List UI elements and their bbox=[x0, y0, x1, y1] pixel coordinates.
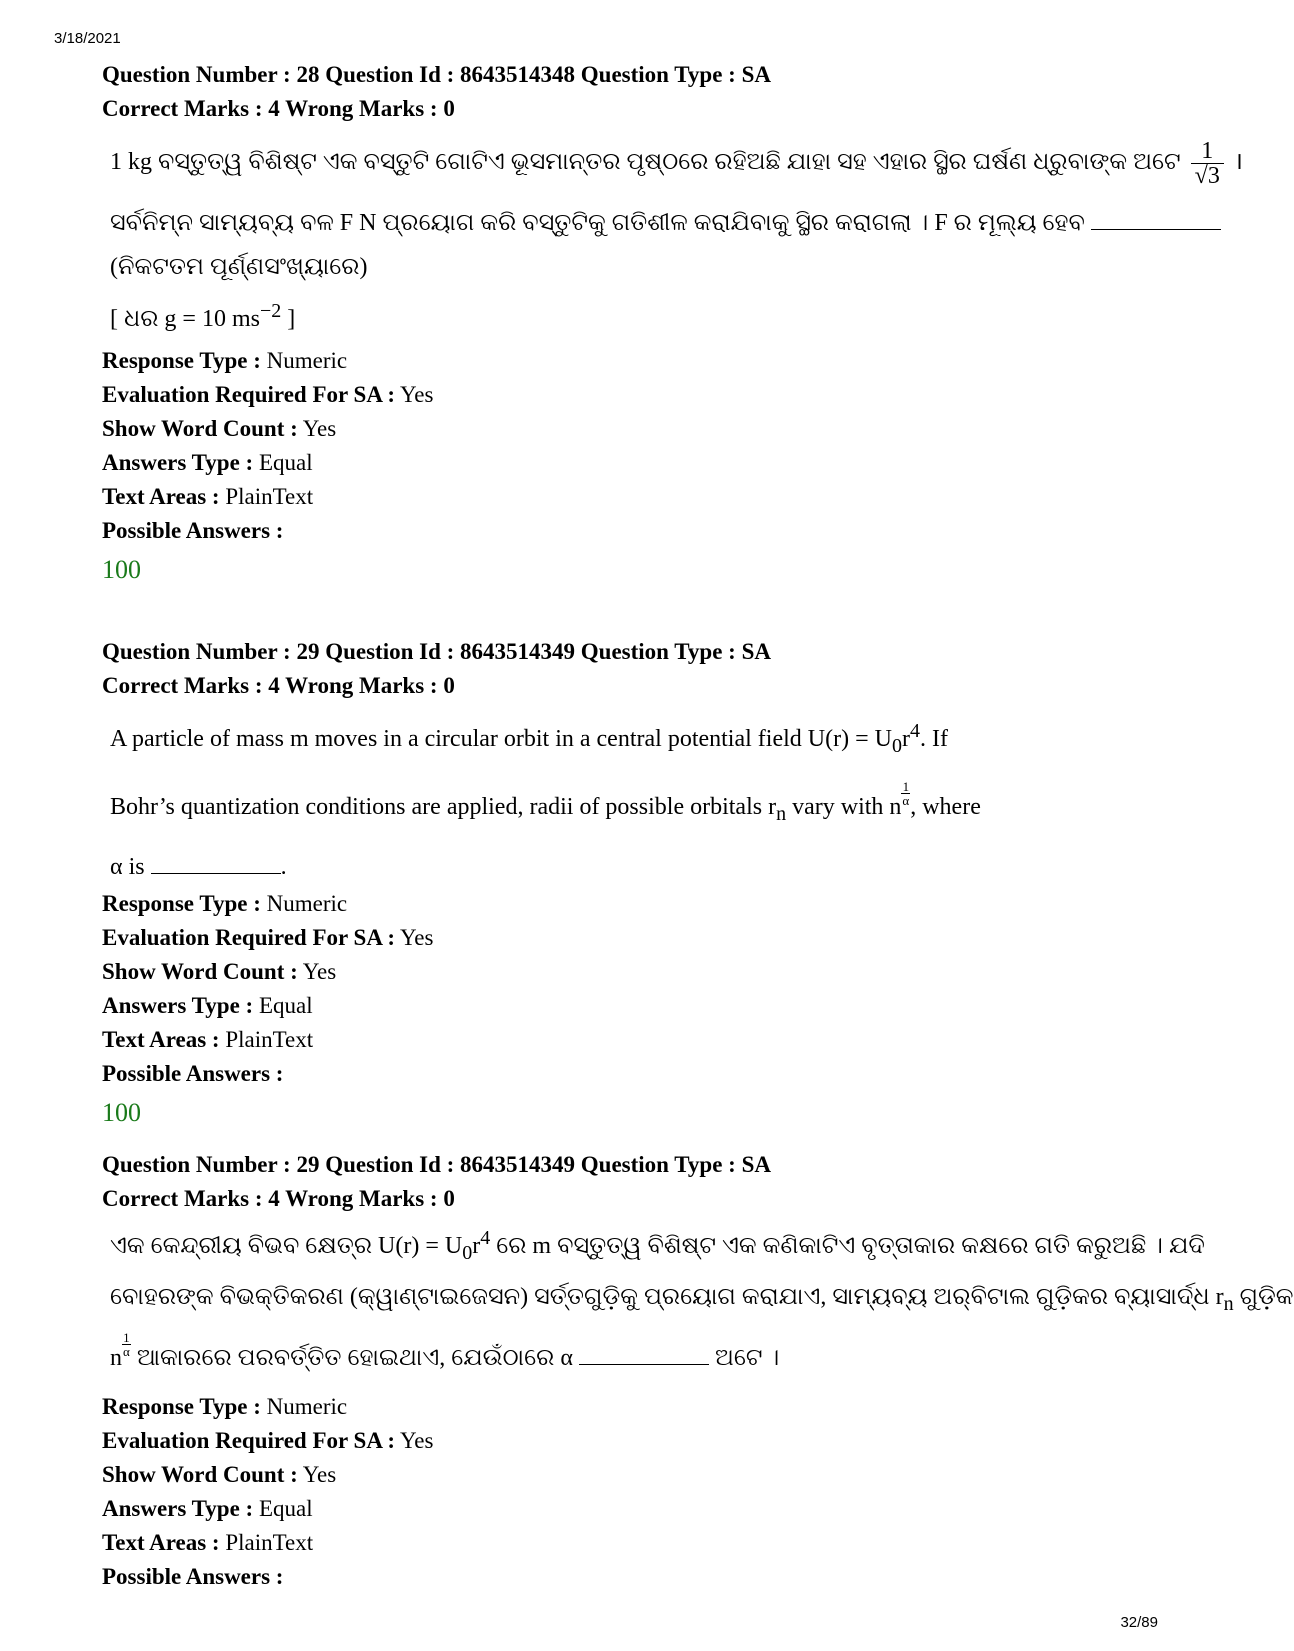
question-text-line: A particle of mass m moves in a circular orbit in a central potential field U(r) = U bbox=[110, 726, 892, 752]
meta-value: Numeric bbox=[266, 348, 348, 373]
question-text-line-end: . If bbox=[919, 726, 948, 752]
meta-value: Equal bbox=[258, 992, 313, 1018]
question-text-line-end: , where bbox=[910, 793, 981, 820]
question-header: Question Number : 29 Question Id : 8643514349 Question Type : SA bbox=[102, 639, 771, 664]
print-date: 3/18/2021 bbox=[54, 30, 121, 47]
meta-value: Numeric bbox=[266, 890, 348, 916]
evaluation-row bbox=[102, 921, 1187, 955]
meta-label: Evaluation Required For SA : bbox=[102, 382, 396, 407]
evaluation-row bbox=[102, 378, 1187, 412]
meta-label: Response Type : bbox=[102, 348, 261, 373]
response-type-row bbox=[102, 1390, 1187, 1424]
variable: r bbox=[472, 1233, 481, 1259]
meta-label: Text Areas : bbox=[102, 484, 220, 509]
meta-label: Answers Type : bbox=[102, 1495, 254, 1521]
possible-answers-row bbox=[102, 1057, 1187, 1091]
meta-label: Text Areas : bbox=[102, 1529, 220, 1555]
meta-label: Text Areas : bbox=[102, 1026, 220, 1052]
fraction-numerator: 1 bbox=[902, 778, 910, 794]
question-marks: Correct Marks : 4 Wrong Marks : 0 bbox=[102, 673, 455, 698]
question-text-line: ବୋହରଙ୍କ ବିଭକ୍ତିକରଣ (କ୍ୱାଣ୍ଟାଇଜେସନ) ସର୍ତ୍ତଗୁଡ଼ିକୁ ପ୍ରୟୋଗ କରାଯାଏ, ସାମ୍ୟବ୍ୟ ଅର୍‌ବିଟାଲ ଗୁଡ଼ିକର ବ୍ୟାସାର୍ଦ୍ଧ r bbox=[110, 1283, 1224, 1310]
meta-value: PlainText bbox=[225, 1529, 314, 1555]
question-text-line-end: ରେ m ବସ୍ତୁତ୍ୱ ବିଶିଷ୍ଟ ଏକ କଣିକାଟିଏ ବୃତ୍ତାକାର କକ୍ଷରେ ଗତି କରୁଅଛି । ଯଦି bbox=[490, 1233, 1205, 1259]
word-count-row bbox=[102, 955, 1187, 989]
response-type-row bbox=[102, 344, 1187, 378]
page-number: 32/89 bbox=[1120, 1614, 1158, 1631]
meta-value: Yes bbox=[302, 958, 337, 984]
meta-value: PlainText bbox=[225, 484, 314, 509]
question-marks: Correct Marks : 4 Wrong Marks : 0 bbox=[102, 1186, 455, 1211]
possible-answer: 100 bbox=[102, 555, 141, 584]
question-text-line: (ନିକଟତମ ପୂର୍ଣ୍ଣସଂଖ୍ୟାରେ) bbox=[110, 254, 368, 280]
meta-label: Response Type : bbox=[102, 1393, 261, 1419]
text-areas-row bbox=[102, 1023, 1187, 1057]
meta-label: Answers Type : bbox=[102, 992, 254, 1018]
meta-value: Yes bbox=[400, 382, 434, 407]
question-text bbox=[102, 1216, 1294, 1390]
evaluation-row bbox=[102, 1424, 1187, 1458]
meta-label: Possible Answers : bbox=[102, 518, 284, 543]
meta-label: Show Word Count : bbox=[102, 416, 298, 441]
meta-value: Numeric bbox=[266, 1393, 348, 1419]
word-count-row bbox=[102, 1458, 1187, 1492]
meta-value: Equal bbox=[258, 1495, 313, 1521]
meta-label: Show Word Count : bbox=[102, 958, 298, 984]
question-header: Question Number : 28 Question Id : 8643514348 Question Type : SA bbox=[102, 62, 771, 87]
meta-label: Show Word Count : bbox=[102, 1461, 298, 1487]
question-text-line-end: । bbox=[1233, 149, 1243, 175]
word-count-row bbox=[102, 412, 1187, 446]
possible-answer: 100 bbox=[102, 1097, 141, 1127]
answers-type-row bbox=[102, 1492, 1187, 1526]
meta-value: Yes bbox=[400, 924, 434, 950]
question-block bbox=[102, 1148, 1294, 1594]
meta-value: PlainText bbox=[225, 1026, 314, 1052]
meta-value: Yes bbox=[400, 1427, 434, 1453]
fraction-denominator: √3 bbox=[1194, 162, 1220, 189]
meta-label: Response Type : bbox=[102, 890, 261, 916]
meta-value: Equal bbox=[258, 450, 313, 475]
question-text-line: Bohr’s quantization conditions are applied, radii of possible orbitals r bbox=[110, 793, 777, 820]
exponent-fraction bbox=[122, 1331, 131, 1358]
fraction-numerator: 1 bbox=[123, 1329, 130, 1345]
question-text-line-end: ] bbox=[287, 306, 296, 332]
question-marks: Correct Marks : 4 Wrong Marks : 0 bbox=[102, 96, 455, 121]
text-areas-row bbox=[102, 480, 1187, 514]
superscript: −2 bbox=[259, 300, 282, 322]
subscript: 0 bbox=[891, 734, 902, 757]
fraction-denominator: α bbox=[123, 1343, 130, 1359]
question-text-line-end: ଅଟେ । bbox=[714, 1344, 780, 1371]
answer-blank bbox=[151, 853, 281, 874]
answer-blank bbox=[1091, 209, 1221, 230]
answer-blank bbox=[579, 1344, 709, 1365]
question-text bbox=[102, 126, 1243, 344]
question-text-line: ସର୍ବନିମ୍ନ ସାମ୍ୟବ୍ୟ ବଳ F N ପ୍ରୟୋଗ କରି ବସ୍ତୁଟିକୁ ଗତିଶୀଳ କରାଯିବାକୁ ସ୍ଥିର କରାଗଲା । F ର ମୂଲ୍ୟ ହେବ bbox=[110, 210, 1085, 236]
superscript: 4 bbox=[480, 1227, 491, 1249]
question-text bbox=[102, 703, 1187, 887]
question-block bbox=[102, 58, 1243, 588]
question-header: Question Number : 29 Question Id : 8643514349 Question Type : SA bbox=[102, 1152, 771, 1177]
question-text-line: vary with n bbox=[786, 793, 902, 820]
question-text-line: [ ଧର g = 10 ms bbox=[110, 306, 260, 332]
answers-type-row bbox=[102, 989, 1187, 1023]
fraction bbox=[1191, 139, 1224, 188]
question-text-line-end: ଗୁଡ଼ିକ bbox=[1233, 1283, 1294, 1310]
variable: n bbox=[110, 1344, 122, 1371]
fraction-numerator: 1 bbox=[1191, 139, 1224, 164]
subscript: n bbox=[776, 802, 787, 825]
response-type-row bbox=[102, 887, 1187, 921]
exponent-fraction bbox=[901, 780, 910, 807]
answers-type-row bbox=[102, 446, 1187, 480]
fraction-denominator: α bbox=[902, 792, 910, 808]
possible-answers-row bbox=[102, 1560, 1187, 1594]
subscript: n bbox=[1223, 1292, 1234, 1315]
question-text-line: ଆକାରରେ ପରବର୍ତ୍ତିତ ହୋଇଥାଏ, ଯେଉଁଠାରେ α bbox=[130, 1344, 573, 1371]
variable: r bbox=[901, 726, 910, 752]
question-text-line: α is bbox=[110, 853, 145, 880]
meta-label: Answers Type : bbox=[102, 450, 254, 475]
meta-value: Yes bbox=[302, 416, 337, 441]
subscript: 0 bbox=[462, 1241, 473, 1264]
question-text-line: ଏକ କେନ୍ଦ୍ରୀୟ ବିଭବ କ୍ଷେତ୍ର U(r) = U bbox=[110, 1233, 463, 1259]
text-areas-row bbox=[102, 1526, 1187, 1560]
possible-answers-row bbox=[102, 514, 1187, 548]
meta-value: Yes bbox=[302, 1461, 337, 1487]
question-text-line-end: . bbox=[280, 853, 287, 880]
meta-label: Possible Answers : bbox=[102, 1060, 284, 1086]
superscript: 4 bbox=[909, 720, 920, 742]
meta-label: Evaluation Required For SA : bbox=[102, 924, 396, 950]
meta-label: Possible Answers : bbox=[102, 1563, 284, 1589]
question-text-line: 1 kg ବସ୍ତୁତ୍ୱ ବିଶିଷ୍ଟ ଏକ ବସ୍ତୁଟି ଗୋଟିଏ ଭୂସମାନ୍ତର ପୃଷ୍ଠରେ ରହିଅଛି ଯାହା ସହ ଏହାର ସ୍ଥିର ଘର୍ଷଣ ଧ୍ରୁବାଙ୍କ ଅଟେ bbox=[110, 149, 1181, 175]
question-block bbox=[102, 635, 1187, 1131]
meta-label: Evaluation Required For SA : bbox=[102, 1427, 396, 1453]
